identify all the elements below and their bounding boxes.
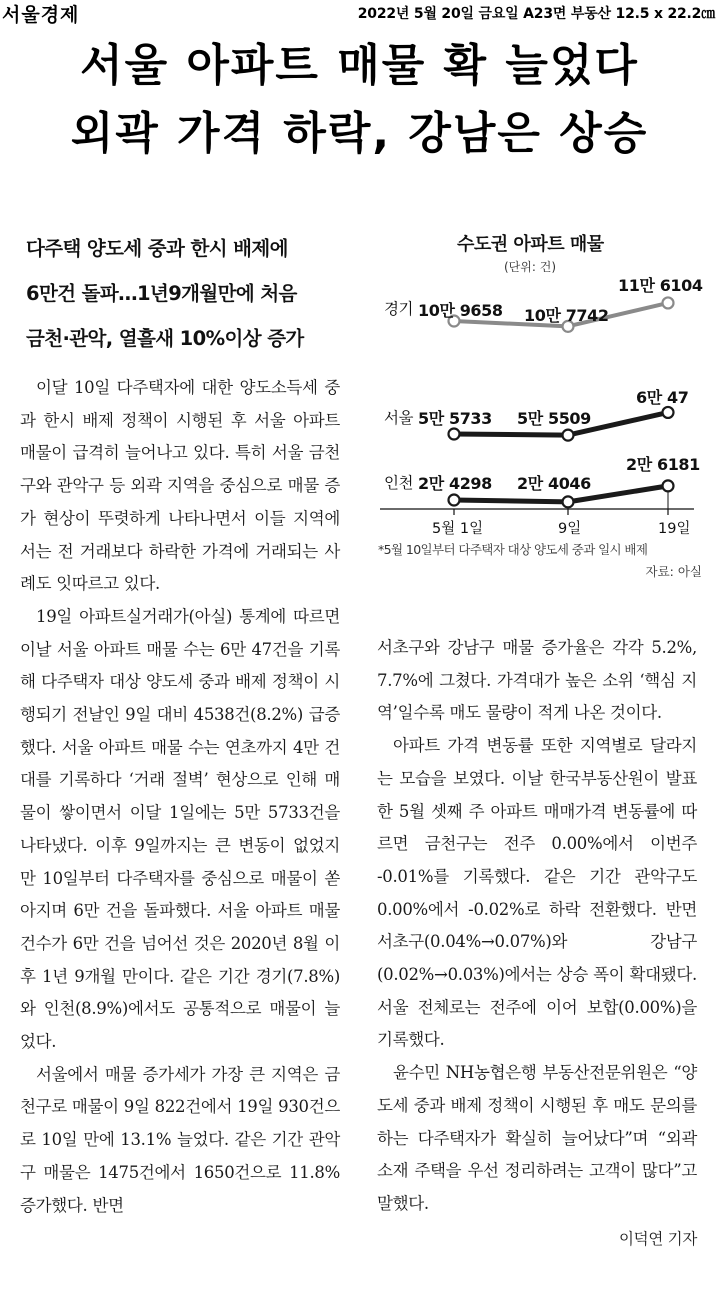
subheadline-3: 금천·관악, 열흘새 10%이상 증가 [26, 327, 304, 350]
data-label: 6만 47 [636, 388, 689, 407]
masthead [0, 0, 719, 30]
paragraph: 19일 아파트실거래가(아실) 통계에 따르면 이날 서울 아파트 매물 수는 6만 47건을 기록해 다주택자 대상 양도세 중과 배제 정책이 시행되기 전날인 9일 대비 4538건(8.2%) 급증했다. 서울 아파트 매물 수는 연초까지 4만 건대를 기록하다 ‘거래 절벽’ 현상으로 인해 매물이 쌓이면서 이달 1일에는 5만 5733건을 나타냈다. 이후 9일까지는 큰 변동이 없었지만 10일부터 다주택자를 중심으로 매물이 쏟아지며 6만 건을 돌파했다. 서울 아파트 매물 건수가 6만 건을 넘어선 것은 2020년 8월 이후 1년 9개월 만이다. 같은 기간 경기(7.8%)와 인천(8.9%)에서도 공통적으로 매물이 늘었다. [20, 606, 340, 1052]
paragraph: 서울에서 매물 증가세가 가장 큰 지역은 금천구로 매물이 9일 822건에서 19일 930건으로 10일 만에 13.1% 늘었다. 같은 기간 관악구 매물은 1475건에서 1650건으로 11.8% 증가했다. 반면 [20, 1064, 340, 1215]
listings-chart [372, 226, 702, 626]
issue-info: 2022년 5월 20일 금요일 A23면 부동산 12.5 x 22.2㎝ [357, 6, 715, 22]
paragraph: 이달 10일 다주택자에 대한 양도소득세 중과 한시 배제 정책이 시행된 후 서울 아파트 매물이 급격히 늘어나고 있다. 특히 서울 금천구와 관악구 등 외곽 지역을 중심으로 매물 증가 현상이 뚜렷하게 나타나면서 이들 지역에서는 전 거래보다 하락한 가격에 거래되는 사례도 잇따르고 있다. [20, 378, 340, 594]
data-label: 2만 4298 [418, 474, 492, 493]
subheadline-1: 다주택 양도세 중과 한시 배제에 [26, 237, 288, 260]
article-column-2 [377, 632, 697, 1255]
data-label: 2만 6181 [626, 455, 700, 474]
paragraph: 윤수민 NH농협은행 부동산전문위원은 “양도세 중과 배제 정책이 시행된 후 매도 문의를 하는 다주택자가 확실히 늘어났다”며 “외곽 소재 주택을 우선 정리하려는 고객이 많다”고 말했다. [377, 1063, 697, 1213]
data-label: 5만 5733 [418, 409, 492, 428]
data-point [449, 429, 460, 440]
chart-title: 수도권 아파트 매물 [457, 234, 604, 255]
data-point [663, 480, 674, 491]
chart-note: *5월 10일부터 다주택자 대상 양도세 중과 일시 배제 [378, 542, 648, 557]
subheadline-2: 6만건 돌파…1년9개월만에 처음 [26, 282, 297, 305]
headline-line-1: 서울 아파트 매물 확 늘었다 [80, 40, 639, 91]
paragraph: 서초구와 강남구 매물 증가율은 각각 5.2%, 7.7%에 그쳤다. 가격대가 높은 소위 ‘핵심 지역’일수록 매도 물량이 적게 나온 것이다. [377, 638, 697, 723]
headline [0, 32, 719, 168]
x-tick-label: 5월 1일 [432, 521, 484, 537]
series-name-label: 경기 [384, 300, 413, 318]
x-tick-label: 19일 [658, 521, 691, 537]
data-label: 10만 9658 [418, 301, 503, 320]
data-point [663, 297, 674, 308]
series-name-label: 서울 [384, 409, 413, 427]
chart-source: 자료: 아실 [645, 564, 702, 579]
data-label: 11만 6104 [618, 276, 703, 295]
data-point [563, 496, 574, 507]
paragraph: 아파트 가격 변동률 또한 지역별로 달라지는 모습을 보였다. 이날 한국부동산원이 발표한 5월 셋째 주 아파트 매매가격 변동률에 따르면 금천구는 전주 0.00%에서 이번주 -0.01%를 기록했다. 같은 기간 관악구도 0.00%에서 -0.02%로 하락 전환했다. 반면 서초구(0.04%→0.07%)와 강남구(0.02%→0.03%)에서는 상승 폭이 확대됐다. 서울 전체로는 전주에 이어 보합(0.00%)을 기록했다. [377, 736, 697, 1050]
byline: 이덕연 기자 [619, 1229, 697, 1248]
subheadlines [26, 226, 356, 361]
series-name-label: 인천 [384, 474, 413, 492]
x-tick-label: 9일 [558, 521, 582, 537]
data-point [563, 430, 574, 441]
headline-line-2: 외곽 가격 하락, 강남은 상승 [70, 108, 649, 159]
data-label: 10만 7742 [524, 306, 609, 325]
article-column-1 [20, 372, 340, 1222]
paper-name: 서울경제 [2, 4, 80, 26]
chart-unit: (단위: 건) [504, 260, 556, 274]
data-label: 2만 4046 [517, 474, 591, 493]
data-point [663, 407, 674, 418]
data-label: 5만 5509 [517, 409, 591, 428]
data-point [449, 495, 460, 506]
